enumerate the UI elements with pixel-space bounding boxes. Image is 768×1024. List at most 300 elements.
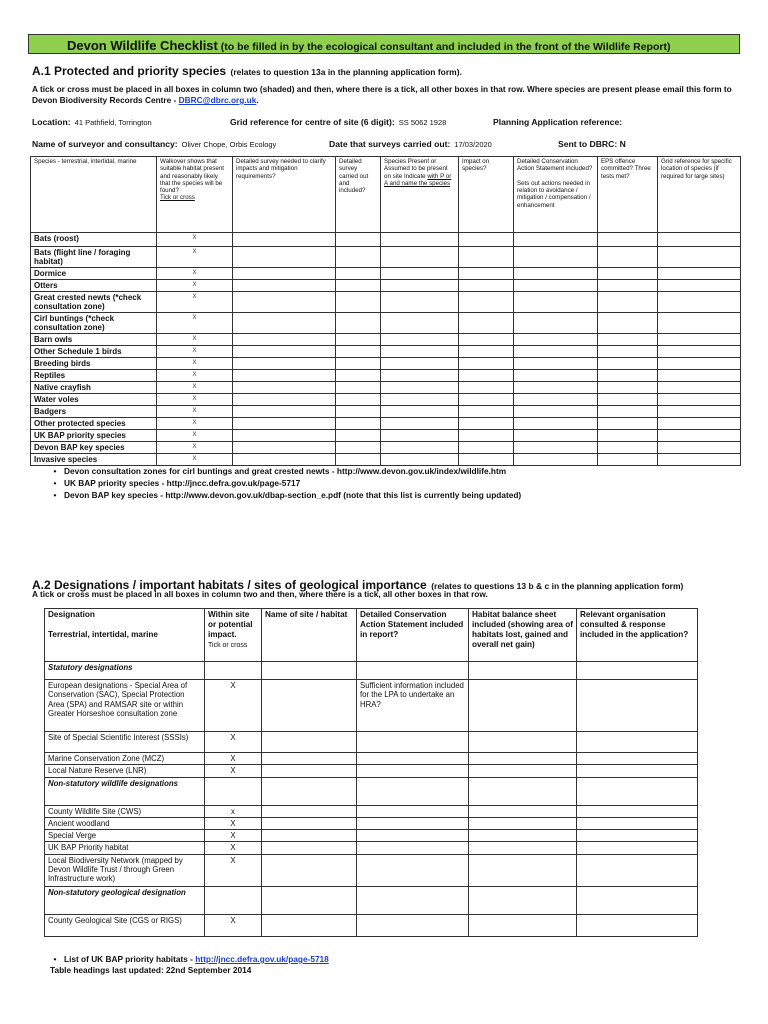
species-empty-cell[interactable] (514, 454, 598, 466)
designation-name: UK BAP Priority habitat (45, 842, 205, 854)
col-walkover-label: Walkover shows that suitable habitat present and reasonably likely that the species will be found? (160, 158, 224, 195)
species-empty-cell[interactable] (658, 454, 741, 466)
designation-empty-cell[interactable] (577, 805, 698, 817)
species-empty-cell[interactable] (381, 292, 459, 313)
species-empty-cell[interactable] (598, 334, 658, 346)
cas-cell[interactable] (357, 817, 469, 829)
species-empty-cell[interactable] (658, 292, 741, 313)
species-empty-cell[interactable] (381, 382, 459, 394)
species-name: Great crested newts (*check consultation zone) (31, 292, 157, 313)
species-name: UK BAP priority species (31, 430, 157, 442)
species-empty-cell[interactable] (658, 382, 741, 394)
cas-cell[interactable] (357, 854, 469, 886)
species-empty-cell[interactable] (658, 313, 741, 334)
species-empty-cell[interactable] (336, 370, 381, 382)
designation-empty-cell[interactable] (469, 680, 577, 732)
species-row (31, 268, 741, 280)
species-empty-cell[interactable] (514, 358, 598, 370)
species-empty-cell[interactable] (658, 268, 741, 280)
species-empty-cell[interactable] (336, 394, 381, 406)
species-empty-cell[interactable] (514, 442, 598, 454)
species-row (31, 233, 741, 247)
species-empty-cell[interactable] (381, 358, 459, 370)
species-empty-cell[interactable] (658, 370, 741, 382)
a1-instruction-text: A tick or cross must be placed in all boxes in column two (shaded) and then, where there is a tick, all other boxes in that row. Where species are present please email this form to Devon Biodiversity Records Centre - (32, 84, 732, 105)
species-empty-cell[interactable] (459, 292, 514, 313)
a1-link-text: Devon BAP key species - (64, 490, 166, 500)
species-empty-cell[interactable] (381, 406, 459, 418)
species-empty-cell[interactable] (336, 346, 381, 358)
cas-cell[interactable] (357, 914, 469, 936)
walkover-mark[interactable]: X (157, 430, 233, 442)
walkover-mark[interactable]: X (157, 418, 233, 430)
within-site-mark[interactable]: X (205, 732, 262, 753)
species-empty-cell[interactable] (459, 268, 514, 280)
col-within (205, 609, 262, 662)
walkover-mark[interactable]: X (157, 292, 233, 313)
species-empty-cell[interactable] (658, 394, 741, 406)
species-empty-cell[interactable] (336, 430, 381, 442)
species-empty-cell[interactable] (658, 280, 741, 292)
walkover-mark[interactable]: X (157, 233, 233, 247)
species-empty-cell[interactable] (233, 334, 336, 346)
species-empty-cell[interactable] (336, 442, 381, 454)
walkover-mark[interactable]: X (157, 454, 233, 466)
designation-empty-cell[interactable] (577, 830, 698, 842)
designation-empty-cell (469, 662, 577, 680)
designation-empty-cell[interactable] (469, 732, 577, 753)
site-name-cell[interactable] (262, 842, 357, 854)
species-name: Invasive species (31, 454, 157, 466)
col-eps (598, 157, 658, 233)
species-empty-cell[interactable] (598, 454, 658, 466)
species-empty-cell[interactable] (514, 394, 598, 406)
species-empty-cell[interactable] (658, 430, 741, 442)
designation-empty-cell (205, 662, 262, 680)
species-empty-cell[interactable] (459, 430, 514, 442)
species-empty-cell[interactable] (598, 418, 658, 430)
designation-empty-cell (205, 777, 262, 805)
col-impact (459, 157, 514, 233)
species-name: Dormice (31, 268, 157, 280)
designation-empty-cell (577, 886, 698, 914)
species-empty-cell[interactable] (233, 247, 336, 268)
walkover-mark[interactable]: X (157, 334, 233, 346)
designation-row (45, 680, 698, 732)
designation-row (45, 830, 698, 842)
species-empty-cell[interactable] (233, 430, 336, 442)
species-row (31, 313, 741, 334)
reference-link[interactable]: http://www.devon.gov.uk/dbap-section_e.pdf (165, 490, 341, 500)
species-empty-cell[interactable] (598, 394, 658, 406)
designation-row (45, 732, 698, 753)
col-organisation (577, 609, 698, 662)
a2-heading-title: A.2 Designations / important habitats / sites of geological importance (32, 578, 427, 592)
species-row (31, 394, 741, 406)
species-empty-cell[interactable] (336, 382, 381, 394)
species-empty-cell[interactable] (233, 406, 336, 418)
species-empty-cell[interactable] (381, 233, 459, 247)
cas-cell[interactable] (357, 805, 469, 817)
species-empty-cell[interactable] (514, 346, 598, 358)
species-empty-cell[interactable] (514, 418, 598, 430)
species-empty-cell[interactable] (233, 418, 336, 430)
a2-link-text: List of UK BAP priority habitats - (64, 954, 196, 964)
uk-bap-habitats-link[interactable]: http://jncc.defra.gov.uk/page-5718 (195, 954, 329, 964)
grid-value: SS 5062 1928 (398, 118, 447, 127)
walkover-mark[interactable]: X (157, 346, 233, 358)
species-name: Bats (flight line / foraging habitat) (31, 247, 157, 268)
designation-empty-cell[interactable] (577, 854, 698, 886)
designation-empty-cell[interactable] (469, 817, 577, 829)
species-empty-cell[interactable] (514, 233, 598, 247)
within-site-mark[interactable]: x (205, 805, 262, 817)
species-empty-cell[interactable] (459, 442, 514, 454)
cas-cell[interactable] (357, 753, 469, 765)
species-empty-cell[interactable] (598, 268, 658, 280)
species-empty-cell[interactable] (459, 233, 514, 247)
banner-subtitle: (to be filled in by the ecological consultant and included in the front of the Wildlife Report) (220, 41, 671, 53)
species-empty-cell[interactable] (233, 370, 336, 382)
designation-empty-cell (205, 886, 262, 914)
table-headings-updated: Table headings last updated: 22nd September 2014 (50, 965, 252, 975)
a2-links-list (46, 953, 329, 965)
species-empty-cell[interactable] (381, 313, 459, 334)
species-empty-cell[interactable] (598, 313, 658, 334)
within-site-mark[interactable]: X (205, 765, 262, 777)
species-empty-cell[interactable] (381, 430, 459, 442)
species-empty-cell[interactable] (233, 454, 336, 466)
a1-instruction (32, 84, 732, 106)
site-name-cell[interactable] (262, 680, 357, 732)
species-empty-cell[interactable] (381, 334, 459, 346)
species-empty-cell[interactable] (459, 454, 514, 466)
cas-cell[interactable] (357, 765, 469, 777)
species-empty-cell[interactable] (233, 292, 336, 313)
designation-empty-cell[interactable] (577, 753, 698, 765)
site-name-cell[interactable] (262, 805, 357, 817)
species-empty-cell[interactable] (233, 313, 336, 334)
species-name: Bats (roost) (31, 233, 157, 247)
col-grid (658, 157, 741, 233)
species-row (31, 334, 741, 346)
walkover-mark[interactable]: X (157, 442, 233, 454)
species-name: Other Schedule 1 birds (31, 346, 157, 358)
within-site-mark[interactable]: X (205, 680, 262, 732)
col-walkover (157, 157, 233, 233)
col-cas-report (357, 609, 469, 662)
col-site-name-label: Name of site / habitat (265, 610, 348, 619)
species-empty-cell[interactable] (459, 370, 514, 382)
species-empty-cell[interactable] (598, 406, 658, 418)
species-empty-cell[interactable] (658, 418, 741, 430)
species-empty-cell[interactable] (459, 358, 514, 370)
species-empty-cell[interactable] (598, 233, 658, 247)
species-empty-cell[interactable] (514, 268, 598, 280)
species-empty-cell[interactable] (233, 382, 336, 394)
within-site-mark[interactable]: X (205, 914, 262, 936)
surveyor-label: Name of surveyor and consultancy: (32, 139, 178, 149)
species-empty-cell[interactable] (514, 382, 598, 394)
col-impact-label: Impact on species? (462, 158, 490, 173)
date-label: Date that surveys carried out: (329, 139, 451, 149)
designation-name: Site of Special Scientific Interest (SSSIs) (45, 732, 205, 753)
col-detailed-survey (233, 157, 336, 233)
designation-name: European designations - Special Area of Conservation (SAC), Special Protection Area (SPA) and RAMSAR site or within Greater Horseshoe consultation zone (45, 680, 205, 732)
species-empty-cell[interactable] (381, 247, 459, 268)
species-empty-cell[interactable] (233, 358, 336, 370)
species-empty-cell[interactable] (598, 430, 658, 442)
walkover-mark[interactable]: X (157, 280, 233, 292)
species-empty-cell[interactable] (459, 280, 514, 292)
species-row (31, 430, 741, 442)
a1-instruction-end: . (256, 95, 259, 105)
site-name-cell[interactable] (262, 914, 357, 936)
a1-link-text: Devon consultation zones for cirl buntings and great crested newts - (64, 466, 337, 476)
species-empty-cell[interactable] (598, 382, 658, 394)
a2-link-item (46, 953, 329, 965)
designations-table (44, 608, 698, 937)
cas-cell[interactable] (357, 732, 469, 753)
within-site-mark[interactable]: X (205, 842, 262, 854)
designation-empty-cell[interactable] (469, 830, 577, 842)
species-empty-cell[interactable] (336, 268, 381, 280)
col-species (31, 157, 157, 233)
reference-link[interactable]: http://www.devon.gov.uk/index/wildlife.htm (336, 466, 507, 476)
species-empty-cell[interactable] (658, 334, 741, 346)
species-empty-cell[interactable] (459, 406, 514, 418)
species-empty-cell[interactable] (514, 247, 598, 268)
species-row (31, 292, 741, 313)
date-value: 17/03/2020 (454, 140, 492, 149)
designations-header-row (45, 609, 698, 662)
designation-name: Local Nature Reserve (LNR) (45, 765, 205, 777)
species-empty-cell[interactable] (598, 370, 658, 382)
col-survey-carried (336, 157, 381, 233)
designation-row (45, 765, 698, 777)
species-row (31, 346, 741, 358)
species-empty-cell[interactable] (459, 313, 514, 334)
species-empty-cell[interactable] (381, 268, 459, 280)
species-empty-cell[interactable] (514, 406, 598, 418)
col-within-label: Within site or potential impact. (208, 610, 253, 639)
species-empty-cell[interactable] (233, 346, 336, 358)
cas-cell[interactable] (357, 830, 469, 842)
location-label: Location: (32, 117, 71, 127)
species-empty-cell[interactable] (598, 442, 658, 454)
species-empty-cell[interactable] (233, 268, 336, 280)
species-empty-cell[interactable] (658, 233, 741, 247)
species-empty-cell[interactable] (658, 247, 741, 268)
col-present-label: Species Present or Assumed to be present on site Indicate (384, 158, 448, 180)
cas-cell[interactable] (357, 842, 469, 854)
species-name: Badgers (31, 406, 157, 418)
species-name: Barn owls (31, 334, 157, 346)
within-site-mark[interactable]: X (205, 817, 262, 829)
reference-link[interactable]: http://jncc.defra.gov.uk/page-5717 (166, 478, 301, 488)
species-empty-cell[interactable] (336, 247, 381, 268)
designation-name: County Geological Site (CGS or RIGS) (45, 914, 205, 936)
a1-links-list (46, 465, 521, 501)
designation-empty-cell[interactable] (469, 765, 577, 777)
site-name-cell[interactable] (262, 732, 357, 753)
species-empty-cell[interactable] (598, 292, 658, 313)
surveyor-field (32, 139, 276, 149)
col-cas (514, 157, 598, 233)
species-empty-cell[interactable] (459, 346, 514, 358)
site-name-cell[interactable] (262, 830, 357, 842)
species-empty-cell[interactable] (658, 442, 741, 454)
col-within-tick: Tick or cross (208, 642, 248, 649)
species-name: Native crayfish (31, 382, 157, 394)
cas-cell[interactable]: Sufficient information included for the LPA to undertake an HRA? (357, 680, 469, 732)
designation-empty-cell (577, 777, 698, 805)
species-empty-cell[interactable] (233, 442, 336, 454)
designation-name: Local Biodiversity Network (mapped by Devon Wildlife Trust / through Green Infrastructure work) (45, 854, 205, 886)
species-empty-cell[interactable] (598, 346, 658, 358)
species-empty-cell[interactable] (598, 280, 658, 292)
species-empty-cell[interactable] (336, 358, 381, 370)
species-empty-cell[interactable] (514, 334, 598, 346)
species-empty-cell[interactable] (514, 430, 598, 442)
within-site-mark[interactable]: X (205, 854, 262, 886)
designation-empty-cell[interactable] (577, 914, 698, 936)
species-empty-cell[interactable] (233, 394, 336, 406)
species-row (31, 370, 741, 382)
designation-name: Marine Conservation Zone (MCZ) (45, 753, 205, 765)
a1-heading-title: A.1 Protected and priority species (32, 64, 227, 78)
species-empty-cell[interactable] (658, 406, 741, 418)
col-carried-label: Detailed survey carried out and included? (339, 158, 369, 195)
species-empty-cell[interactable] (381, 346, 459, 358)
dbrc-email-link[interactable]: DBRC@dbrc.org.uk (178, 95, 257, 105)
species-header-row (31, 157, 741, 233)
designation-empty-cell[interactable] (577, 765, 698, 777)
species-empty-cell[interactable] (459, 247, 514, 268)
col-site-name (262, 609, 357, 662)
species-empty-cell[interactable] (336, 418, 381, 430)
species-empty-cell[interactable] (658, 358, 741, 370)
species-row (31, 442, 741, 454)
species-empty-cell[interactable] (381, 280, 459, 292)
species-empty-cell[interactable] (514, 313, 598, 334)
species-empty-cell[interactable] (336, 313, 381, 334)
species-empty-cell[interactable] (336, 454, 381, 466)
banner-title: Devon Wildlife Checklist (67, 38, 218, 53)
species-empty-cell[interactable] (381, 418, 459, 430)
designation-section-row (45, 777, 698, 805)
walkover-mark[interactable]: X (157, 313, 233, 334)
a1-link-text: UK BAP priority species - (64, 478, 167, 488)
species-empty-cell[interactable] (514, 370, 598, 382)
designation-row (45, 914, 698, 936)
walkover-mark[interactable]: X (157, 406, 233, 418)
species-row (31, 406, 741, 418)
walkover-mark[interactable]: X (157, 247, 233, 268)
a1-link-item (46, 489, 521, 501)
designation-name: Ancient woodland (45, 817, 205, 829)
a2-instruction: A tick or cross must be placed in all boxes in column two and then, where there is a tick, all other boxes in that row. (32, 589, 488, 599)
species-empty-cell[interactable] (459, 334, 514, 346)
sent-label: Sent to DBRC: (558, 139, 618, 149)
species-empty-cell[interactable] (381, 370, 459, 382)
designation-empty-cell (357, 662, 469, 680)
designation-empty-cell[interactable] (469, 805, 577, 817)
designation-name: Special Verge (45, 830, 205, 842)
species-empty-cell[interactable] (598, 247, 658, 268)
species-empty-cell[interactable] (459, 418, 514, 430)
species-empty-cell[interactable] (514, 280, 598, 292)
a1-heading (32, 62, 462, 80)
designation-empty-cell (469, 886, 577, 914)
species-empty-cell[interactable] (381, 394, 459, 406)
species-empty-cell[interactable] (459, 382, 514, 394)
within-site-mark[interactable]: X (205, 830, 262, 842)
species-name: Breeding birds (31, 358, 157, 370)
site-name-cell[interactable] (262, 854, 357, 886)
species-empty-cell[interactable] (233, 233, 336, 247)
walkover-mark[interactable]: X (157, 382, 233, 394)
site-name-cell[interactable] (262, 817, 357, 829)
species-empty-cell[interactable] (336, 292, 381, 313)
designation-empty-cell[interactable] (469, 854, 577, 886)
walkover-mark[interactable]: X (157, 268, 233, 280)
surveyor-value: Oliver Chope, Orbis Ecology (181, 140, 277, 149)
designation-row (45, 753, 698, 765)
col-designation-label: Designation (48, 610, 95, 619)
designation-empty-cell[interactable] (577, 732, 698, 753)
species-row (31, 382, 741, 394)
col-designation-sub: Terrestrial, intertidal, marine (48, 630, 158, 639)
site-name-cell[interactable] (262, 753, 357, 765)
species-name: Reptiles (31, 370, 157, 382)
col-present (381, 157, 459, 233)
designation-empty-cell[interactable] (469, 914, 577, 936)
designation-empty-cell[interactable] (577, 680, 698, 732)
walkover-mark[interactable]: X (157, 358, 233, 370)
col-grid-label: Grid reference for specific location of species (if required for large sites) (661, 158, 732, 180)
species-empty-cell[interactable] (598, 358, 658, 370)
designation-empty-cell[interactable] (469, 842, 577, 854)
species-table (30, 156, 741, 466)
species-empty-cell[interactable] (381, 454, 459, 466)
within-site-mark[interactable]: X (205, 753, 262, 765)
planning-label: Planning Application reference: (493, 117, 623, 127)
col-species-label: Species - terrestrial, intertidal, marine (34, 158, 137, 165)
species-empty-cell[interactable] (336, 233, 381, 247)
designation-empty-cell[interactable] (577, 842, 698, 854)
species-empty-cell[interactable] (658, 346, 741, 358)
walkover-mark[interactable]: X (157, 394, 233, 406)
designation-empty-cell[interactable] (577, 817, 698, 829)
species-empty-cell[interactable] (336, 406, 381, 418)
site-name-cell[interactable] (262, 765, 357, 777)
walkover-mark[interactable]: X (157, 370, 233, 382)
a1-link-item (46, 465, 521, 477)
species-empty-cell[interactable] (336, 280, 381, 292)
a1-link-item (46, 477, 521, 489)
species-empty-cell[interactable] (514, 292, 598, 313)
designation-empty-cell[interactable] (469, 753, 577, 765)
species-empty-cell[interactable] (336, 334, 381, 346)
species-row (31, 418, 741, 430)
species-name: Water voles (31, 394, 157, 406)
species-empty-cell[interactable] (233, 280, 336, 292)
species-empty-cell[interactable] (381, 442, 459, 454)
a2-heading-note: (relates to questions 13 b & c in the planning application form) (431, 581, 684, 591)
species-empty-cell[interactable] (459, 394, 514, 406)
designation-section-title: Statutory designations (45, 662, 205, 680)
